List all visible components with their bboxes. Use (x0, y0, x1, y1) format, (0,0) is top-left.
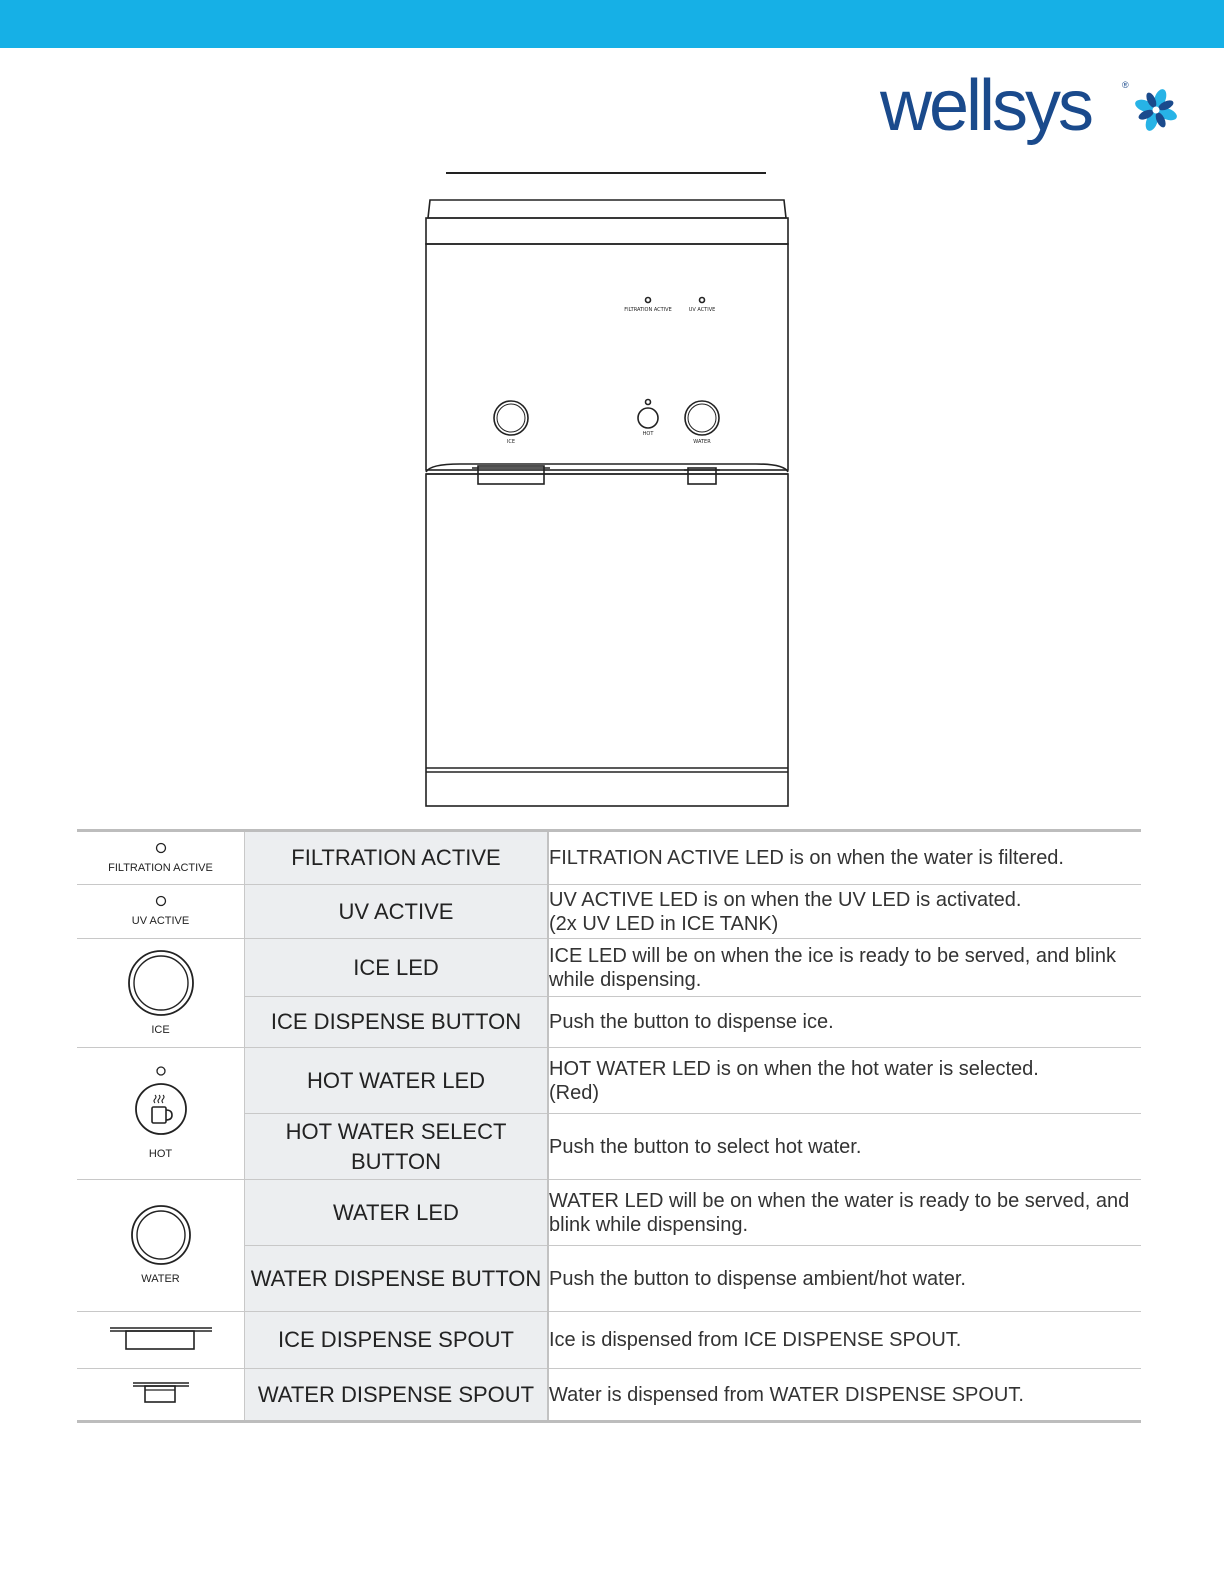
device-ice-label: ICE (506, 439, 516, 445)
table-row (77, 831, 1141, 885)
icon-label: UV ACTIVE (131, 915, 190, 927)
icon-cell (77, 1312, 245, 1369)
dispenser-illustration (420, 190, 800, 820)
icon-cell (77, 831, 245, 885)
feature-description: FILTRATION ACTIVE LED is on when the water is filtered. (548, 831, 1141, 885)
ring-button-icon (130, 1204, 192, 1266)
logo-wordmark: wellsys (880, 66, 1092, 146)
device-ice-button (494, 401, 528, 435)
feature-description: Ice is dispensed from ICE DISPENSE SPOUT. (548, 1312, 1141, 1369)
feature-description (548, 885, 1141, 939)
description-line: UV ACTIVE LED is on when the UV LED is activated. (549, 888, 1022, 911)
top-color-bar (0, 0, 1224, 48)
dispenser-lid (428, 200, 786, 218)
feature-description: Push the button to select hot water. (548, 1114, 1141, 1180)
icon-cell (77, 1048, 245, 1180)
description-line: HOT WATER LED is on when the hot water is selected. (549, 1057, 1039, 1080)
wellsys-logo (880, 66, 1190, 156)
led-icon (154, 894, 168, 908)
device-water-button (685, 401, 719, 435)
feature-name: WATER DISPENSE BUTTON (245, 1246, 549, 1312)
feature-name: WATER DISPENSE SPOUT (245, 1369, 549, 1422)
water-spout-icon (131, 1377, 191, 1407)
feature-table (77, 829, 1141, 1423)
dispenser-control-panel (426, 244, 788, 470)
icon-label: HOT (148, 1148, 173, 1160)
icon-label: FILTRATION ACTIVE (108, 861, 213, 874)
dispenser-top-band (426, 218, 788, 244)
icon-label: ICE (151, 1023, 170, 1036)
feature-name: ICE LED (245, 939, 549, 997)
title-underline (446, 172, 766, 174)
device-uv-label: UV ACTIVE (688, 307, 716, 313)
device-filtration-led (646, 298, 651, 303)
table-row (77, 1180, 1141, 1246)
description-line: (Red) (549, 1081, 600, 1104)
feature-description: WATER LED will be on when the water is ready to be served, and blink while dispensing. (548, 1180, 1141, 1246)
feature-description: ICE LED will be on when the ice is ready to be served, and blink while dispensing. (548, 939, 1141, 997)
feature-name: HOT WATER SELECT BUTTON (245, 1114, 549, 1180)
device-water-label: WATER (693, 439, 711, 445)
table-row (77, 885, 1141, 939)
pinwheel-logo-icon (1130, 84, 1182, 136)
ice-spout-icon (108, 1323, 214, 1353)
table-row (77, 1048, 1141, 1114)
device-hot-button (638, 408, 658, 428)
feature-description (548, 1048, 1141, 1114)
feature-name: HOT WATER LED (245, 1048, 549, 1114)
feature-name: UV ACTIVE (245, 885, 549, 939)
ring-button-icon (127, 949, 195, 1017)
icon-cell (77, 939, 245, 1048)
hot-cup-icon (133, 1065, 189, 1141)
feature-name: ICE DISPENSE SPOUT (245, 1312, 549, 1369)
dispenser-drawing (420, 190, 800, 820)
feature-description: Push the button to dispense ice. (548, 997, 1141, 1048)
dispenser-lower-body (426, 474, 788, 806)
device-hot-label: HOT (642, 431, 654, 437)
device-hot-led (646, 400, 651, 405)
icon-cell (77, 885, 245, 939)
table-row (77, 939, 1141, 997)
feature-name: FILTRATION ACTIVE (245, 831, 549, 885)
device-uv-led (700, 298, 705, 303)
feature-name: ICE DISPENSE BUTTON (245, 997, 549, 1048)
icon-cell (77, 1369, 245, 1422)
icon-label: WATER (141, 1273, 180, 1285)
table-row (77, 1369, 1141, 1422)
feature-description: Water is dispensed from WATER DISPENSE SPOUT. (548, 1369, 1141, 1422)
device-filtration-label: FILTRATION ACTIVE (624, 307, 672, 313)
icon-cell (77, 1180, 245, 1312)
description-line: (2x UV LED in ICE TANK) (549, 912, 779, 935)
table-row (77, 1312, 1141, 1369)
led-icon (154, 841, 168, 855)
logo-registered-mark: ® (1122, 80, 1129, 90)
feature-name: WATER LED (245, 1180, 549, 1246)
feature-description: Push the button to dispense ambient/hot water. (548, 1246, 1141, 1312)
